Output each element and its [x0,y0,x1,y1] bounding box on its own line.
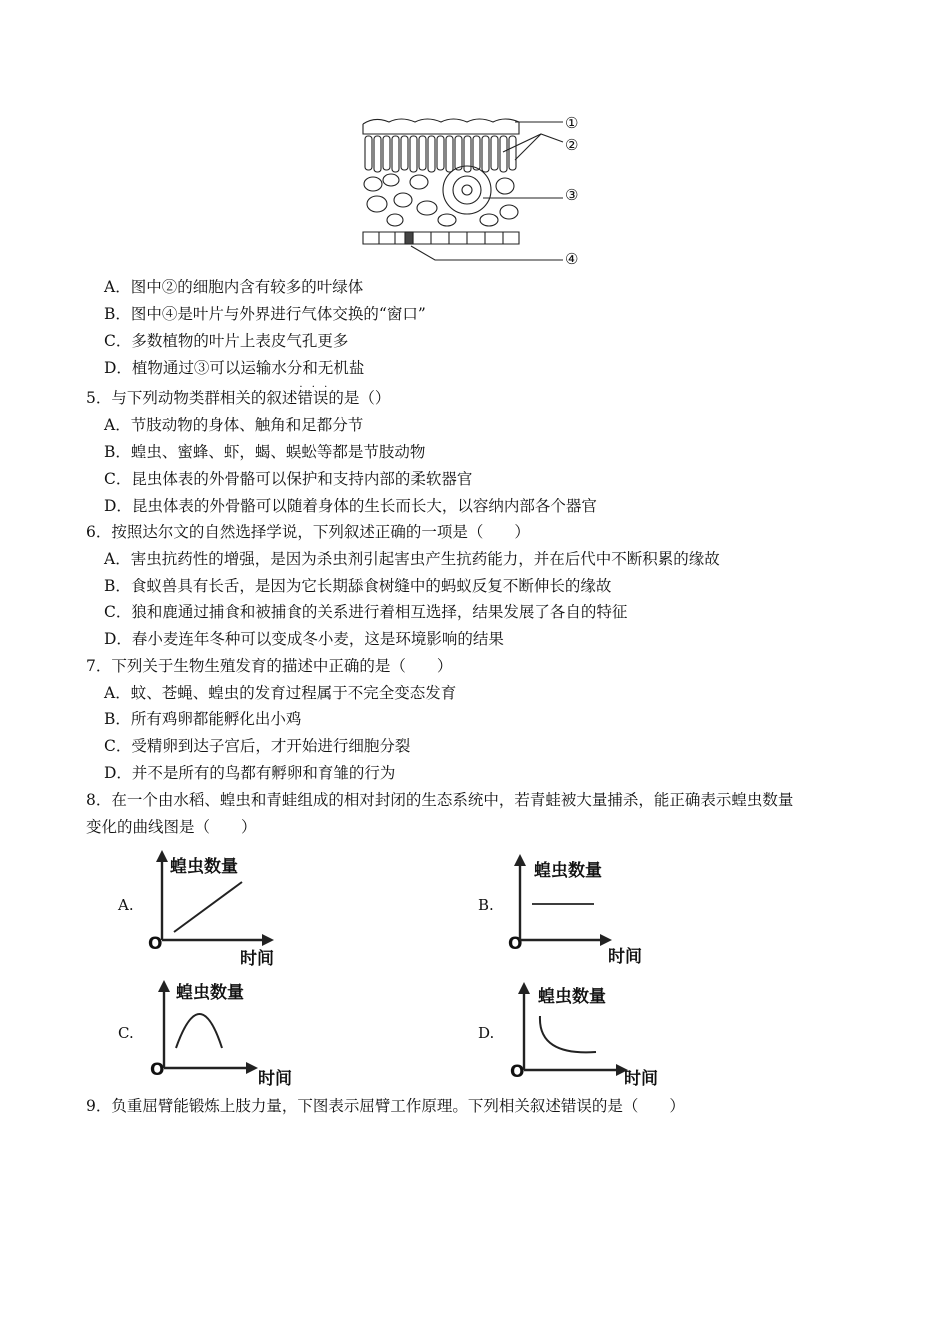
q4-option-d: D．植物通过③可以运输水分和无机盐 [104,359,365,377]
graph-a-axes [118,848,318,970]
q5-option-b: B．蝗虫、蜜蜂、虾，蝎、蜈蚣等都是节肢动物 [104,443,426,461]
q6-stem: 6．按照达尔文的自然选择学说，下列叙述正确的一项是（ ） [86,523,530,541]
emphasis-text: 错误 · · · [297,389,328,407]
graph-d-axes [478,972,678,1092]
q7-stem: 7．下列关于生物生殖发育的描述中正确的是（ ） [86,657,453,675]
q9-stem: 9．负重屈臂能锻炼上肢力量，下图表示屈臂工作原理。下列相关叙述错误的是（ ） [86,1097,685,1115]
q5-option-d: D．昆虫体表的外骨骼可以随着身体的生长而长大，以容纳内部各个器官 [104,497,597,515]
leaf-cross-section-diagram [355,112,595,276]
graph-c-curve [176,1014,222,1048]
graph-a-curve [174,882,242,932]
graph-c-label: C. [118,1024,134,1042]
graph-c-xlabel: 时间 [258,1069,292,1089]
q7-option-c: C．受精卵到达子宫后，才开始进行细胞分裂 [104,737,411,755]
q7-option-b: B．所有鸡卵都能孵化出小鸡 [104,710,302,728]
graph-d-curve [540,1016,596,1052]
q4-option-a: A．图中②的细胞内含有较多的叶绿体 [104,278,364,296]
graph-c [118,972,318,1092]
label-4: ④ [565,250,579,268]
q8-stem-line1: 8．在一个由水稻、蝗虫和青蛙组成的相对封闭的生态系统中，若青蛙被大量捕杀，能正确表示蝗虫数量 [86,791,794,809]
graph-b-ylabel: 蝗虫数量 [534,861,602,881]
q5-stem: 5．与下列动物类群相关的叙述错误 · · ·的是（） [86,388,390,408]
graph-b-label: B. [478,896,494,914]
graph-d-ylabel: 蝗虫数量 [538,987,606,1007]
q7-option-d: D．并不是所有的鸟都有孵卵和育雏的行为 [104,764,396,782]
graph-a [118,848,318,970]
q6-option-c: C．狼和鹿通过捕食和被捕食的关系进行着相互选择，结果发展了各自的特征 [104,603,628,621]
graph-d-label: D. [478,1024,495,1042]
q6-option-b: B．食蚁兽具有长舌，是因为它长期舔食树缝中的蚂蚁反复不断伸长的缘故 [104,577,612,595]
graph-c-ylabel: 蝗虫数量 [176,983,244,1003]
label-3: ③ [565,186,579,204]
graph-b-xlabel: 时间 [608,947,642,967]
graph-c-origin: O [150,1060,165,1080]
q5-option-c: C．昆虫体表的外骨骼可以保护和支持内部的柔软器官 [104,470,473,488]
graph-d [478,972,678,1092]
graph-b-origin: O [508,934,523,954]
graph-b [478,848,678,970]
graph-d-origin: O [510,1062,525,1082]
q6-option-a: A．害虫抗药性的增强，是因为杀虫剂引起害虫产生抗药能力，并在后代中不断积累的缘故 [104,550,720,568]
graph-a-ylabel: 蝗虫数量 [170,857,238,877]
graph-a-origin: O [148,934,163,954]
graph-b-axes [478,848,678,970]
label-2: ② [565,136,579,154]
q5-option-a: A．节肢动物的身体、触角和足都分节 [104,416,364,434]
graph-c-axes [118,972,318,1092]
label-1: ① [565,114,579,132]
q4-option-b: B．图中④是叶片与外界进行气体交换的“窗口” [104,305,426,323]
q8-stem-line2: 变化的曲线图是（ ） [86,818,257,836]
graph-a-xlabel: 时间 [240,949,274,969]
graph-d-xlabel: 时间 [624,1069,658,1089]
graph-a-label: A. [118,896,134,914]
q4-option-c: C．多数植物的叶片上表皮气孔更多 [104,332,349,350]
q6-option-d: D．春小麦连年冬种可以变成冬小麦，这是环境影响的结果 [104,630,504,648]
q7-option-a: A．蚊、苍蝇、蝗虫的发育过程属于不完全变态发育 [104,684,457,702]
